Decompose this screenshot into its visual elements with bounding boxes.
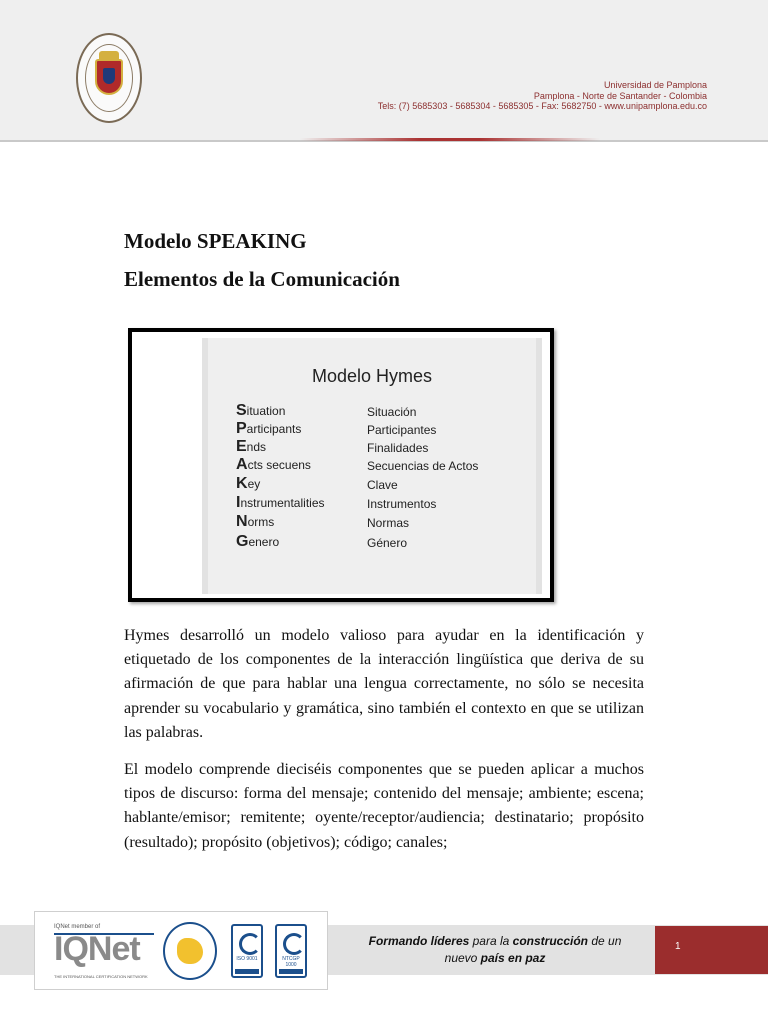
- figure-row-spanish: Secuencias de Actos: [367, 459, 479, 473]
- iqnet-member-text: IQNet member of: [54, 924, 101, 930]
- row-rest: orms: [247, 515, 275, 529]
- colombia-map-icon: [177, 938, 203, 964]
- header-contact-block: [378, 80, 707, 112]
- icontec-ring: [239, 933, 261, 955]
- footer-logos: [34, 911, 328, 990]
- row-rest: articipants: [246, 422, 302, 436]
- figure-row: [236, 420, 536, 439]
- cert-base: [235, 969, 259, 974]
- figure-row: [236, 438, 536, 457]
- figure-row-english: [236, 513, 274, 531]
- seal-shield-core: [103, 68, 115, 84]
- iqnet-logo-icon: [54, 924, 158, 982]
- page-number-box: [655, 926, 768, 974]
- row-initial: G: [236, 533, 249, 550]
- figure-row: [236, 494, 536, 513]
- document-subtitle: Elementos de la Comunicación: [124, 267, 400, 291]
- figure-row-spanish: Situación: [367, 405, 417, 419]
- institution-name: Universidad de Pamplona: [603, 80, 707, 90]
- figure-row-english: [236, 456, 311, 474]
- figure-row: [236, 533, 536, 552]
- iqnet-wordmark: IQNet: [54, 930, 140, 968]
- page-header: [0, 0, 768, 142]
- body-paragraph-1: Hymes desarrolló un modelo valioso para ayudar en la identificación y etiquetado de los componentes de la interacción lingüística que deriva de su afirmación de que para hablar una lengua correctamente, no sólo se necesita aprender su vocabulario y gramática, sino también el contexto en que se utilizan las palabras.: [124, 627, 644, 741]
- figure-row-english: [236, 438, 266, 456]
- row-rest: ey: [247, 477, 261, 491]
- iqnet-tagline: THE INTERNATIONAL CERTIFICATION NETWORK: [54, 974, 148, 979]
- institution-contact: Tels: (7) 5685303 - 5685304 - 5685305 - Fax: 5682750 - www.unipamplona.edu.co: [377, 101, 707, 111]
- row-rest: ituation: [246, 404, 286, 418]
- slogan-part: construcción: [512, 934, 589, 948]
- slogan-part: de un: [588, 934, 622, 948]
- figure-panel: [202, 338, 542, 594]
- figure-row-english: [236, 533, 279, 551]
- row-initial: E: [236, 438, 247, 455]
- figure-row: [236, 513, 536, 532]
- slogan-part: Formando líderes: [368, 934, 470, 948]
- icontec-ntcgp1000-icon: [275, 924, 307, 978]
- figure-row-english: [236, 420, 301, 438]
- seal-shield: [95, 59, 123, 95]
- institution-location: Pamplona - Norte de Santander - Colombia: [533, 90, 707, 101]
- row-rest: nstrumentalities: [240, 496, 325, 510]
- figure-row: [236, 475, 536, 494]
- row-rest: cts secuens: [247, 458, 311, 472]
- figure-row: [236, 402, 536, 421]
- figure-row: [236, 456, 536, 475]
- hymes-figure: [128, 328, 554, 602]
- row-initial: I: [236, 494, 241, 511]
- row-initial: K: [236, 475, 248, 492]
- slogan-part: para la: [469, 934, 513, 948]
- figure-row-english: [236, 402, 285, 420]
- figure-row-spanish: Instrumentos: [367, 497, 437, 511]
- cert-label: ISO 9001: [236, 956, 258, 962]
- figure-row-spanish: Finalidades: [367, 441, 429, 455]
- footer-slogan: [345, 933, 645, 967]
- row-initial: P: [236, 420, 247, 437]
- row-rest: enero: [248, 535, 280, 549]
- body-paragraph-2: El modelo comprende dieciséis componentes que se pueden aplicar a muchos tipos de discurso: forma del mensaje; contenido del mensaje; ambiente; escena; hablante/emisor; remitente; oyente/receptor/audiencia; destinatario; propósito (resultado); propósito (objetivos); código; canales;: [124, 761, 644, 851]
- figure-row-english: [236, 494, 325, 512]
- cert-base: [279, 969, 303, 974]
- cert-label: NTCGP 1000: [282, 956, 300, 968]
- row-initial: S: [236, 402, 247, 419]
- figure-row-spanish: Normas: [367, 516, 410, 530]
- slogan-part: país en paz: [480, 951, 546, 965]
- seal-crown: [99, 51, 119, 59]
- page-number: 1: [675, 941, 681, 952]
- icontec-iso9001-icon: [231, 924, 263, 978]
- slogan-part: nuevo: [444, 951, 481, 965]
- row-initial: N: [236, 513, 248, 530]
- header-divider: [300, 138, 600, 141]
- icontec-ring: [283, 933, 305, 955]
- figure-row-spanish: Género: [367, 536, 408, 550]
- row-rest: nds: [246, 440, 267, 454]
- row-initial: A: [236, 456, 248, 473]
- university-seal-icon: [76, 33, 142, 123]
- document-title: Modelo SPEAKING: [124, 229, 307, 253]
- figure-row-english: [236, 475, 260, 493]
- figure-row-spanish: Participantes: [367, 423, 437, 437]
- certification-seal-icon: [163, 922, 217, 980]
- figure-row-spanish: Clave: [367, 478, 398, 492]
- figure-title: Modelo Hymes: [311, 366, 433, 386]
